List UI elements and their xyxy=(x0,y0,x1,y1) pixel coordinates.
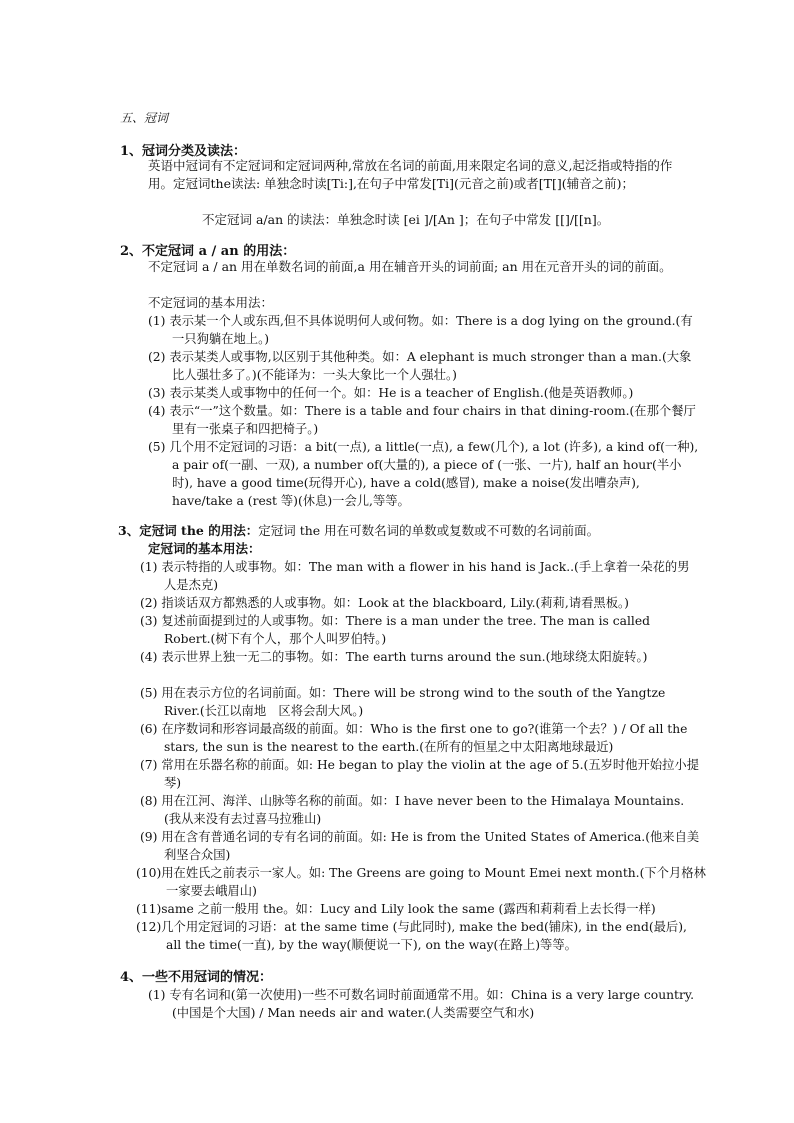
list-item: (11)same 之前一般用 the。如：Lucy and Lily look the same (露西和莉莉看上去长得一样) xyxy=(136,902,656,916)
section-3-subheading: 定冠词的基本用法： xyxy=(148,541,261,556)
section-1-paragraph-2: 不定冠词 a/an 的读法：单独念时读 [ei ]/[An ]；在句子中常发 [[]/[[n]。 xyxy=(202,212,610,227)
section-2-heading: 2、不定冠词 a / an 的用法： xyxy=(120,244,296,259)
list-item: (1) 专有名词和(第一次使用)一些不可数名词时前面通常不用。如：China is a very large country.(中国是个大国) / Man needs air and water.(人类需要空气和水) xyxy=(148,988,695,1020)
section-4-heading: 4、一些不用冠词的情况： xyxy=(120,970,273,985)
list-item: (10)用在姓氏之前表示一家人。如: The Greens are going to Mount Emei next month.(下个月格林一家要去峨眉山) xyxy=(136,866,706,898)
list-item: (7) 常用在乐器名称的前面。如: He began to play the violin at the age of 5.(五岁时他开始拉小提琴) xyxy=(140,758,699,790)
list-item: (3) 表示某类人或事物中的任何一个。如：He is a teacher of English.(他是英语教师。) xyxy=(148,386,634,400)
list-item: (2) 表示某类人或事物,以区别于其他种类。如：A elephant is much stronger than a man.(大象比人强壮多了。)(不能译为：一头大象比一个人强壮。) xyxy=(148,350,692,382)
section-3-heading: 3、定冠词 the 的用法： xyxy=(118,523,259,538)
list-item: (5) 用在表示方位的名词前面。如：There will be strong wind to the south of the Yangtze River.(长江以南地 区将会刮大风。) xyxy=(140,686,666,718)
list-item: (9) 用在含有普通名词的专有名词的前面。如: He is from the United States of America.(他来自美利坚合众国) xyxy=(140,830,700,862)
list-item: (3) 复述前面提到过的人或事物。如：There is a man under the tree. The man is called Robert.(树下有个人，那个人叫罗伯特。) xyxy=(140,614,650,646)
section-2-paragraph-1: 不定冠词 a / an 用在单数名词的前面,a 用在辅音开头的词前面; an 用在元音开头的词的前面。 xyxy=(148,259,672,274)
list-item: (6) 在序数词和形容词最高级的前面。如：Who is the first one to go?(谁第一个去？) / Of all the stars, the sun is the nearest to the earth.(在所有的恒星之中太阳离地球最近) xyxy=(140,722,688,754)
list-item: (4) 表示世界上独一无二的事物。如：The earth turns around the sun.(地球绕太阳旋转。) xyxy=(140,650,648,664)
list-item: (4) 表示“一”这个数量。如：There is a table and four chairs in that dining-room.(在那个餐厅里有一张桌子和四把椅子。) xyxy=(148,404,696,436)
section-3-heading-rest: 定冠词 the 用在可数名词的单数或复数或不可数的名词前面。 xyxy=(258,523,600,538)
list-item: (8) 用在江河、海洋、山脉等名称的前面。如：I have never been to the Himalaya Mountains.(我从来没有去过喜马拉雅山) xyxy=(140,794,685,826)
list-item: (1) 表示特指的人或事物。如：The man with a flower in his hand is Jack..(手上拿着一朵花的男人是杰克) xyxy=(140,560,690,592)
section-2-subheading: 不定冠词的基本用法： xyxy=(148,295,274,310)
list-item: (5) 几个用不定冠词的习语：a bit(一点), a little(一点), a few(几个), a lot (许多), a kind of(一种), a pair of(一副、一双), a number of(大量的), a piece of (一张、一片), half an hour(半小时), have a good time(玩得开心), have a cold(感冒), make a noise(发出嘈杂声), have/take a (rest 等)(休息)一会儿,等等。 xyxy=(148,440,699,508)
list-item: (12)几个用定冠词的习语：at the same time (与此同时), make the bed(铺床), in the end(最后), all the time(一直), by the way(顺便说一下), on the way(在路上)等等。 xyxy=(136,920,687,952)
section-1-paragraph-1: 英语中冠词有不定冠词和定冠词两种,常放在名词的前面,用来限定名词的意义,起泛指或特指的作用。定冠词the读法: 单独念时读[Ti:],在句子中常发[Ti](元音之前)或者[T[](辅音之前)； xyxy=(148,158,673,191)
page-title: 五、冠词 xyxy=(120,111,169,125)
section-3-heading-line xyxy=(118,522,676,540)
list-item: (2) 指谈话双方都熟悉的人或事物。如：Look at the blackboard, Lily.(莉莉,请看黑板。) xyxy=(140,596,629,610)
section-1-heading: 1、冠词分类及读法： xyxy=(120,144,247,159)
list-item: (1) 表示某一个人或东西,但不具体说明何人或何物。如：There is a dog lying on the ground.(有一只狗躺在地上。) xyxy=(148,314,693,346)
